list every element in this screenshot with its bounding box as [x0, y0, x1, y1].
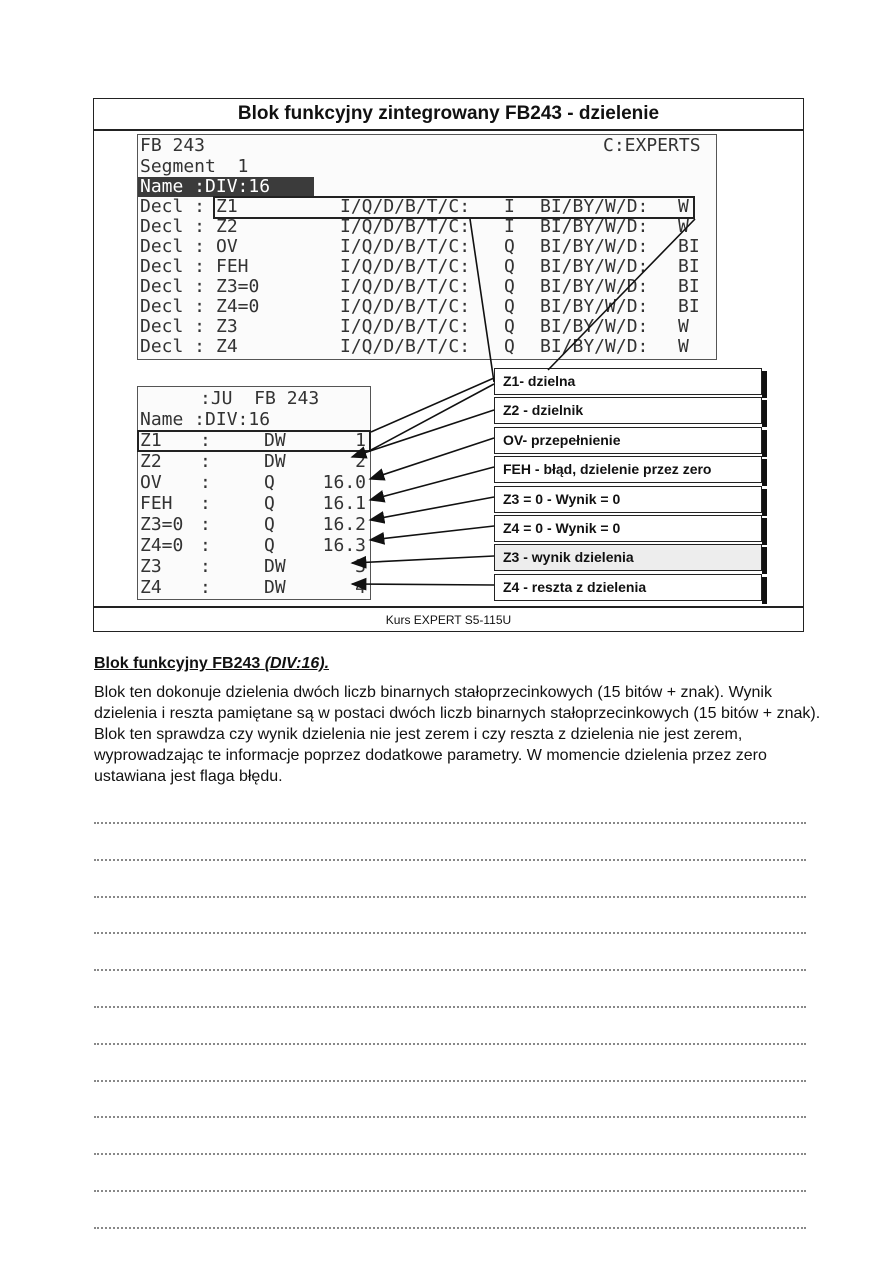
param-value: 4: [355, 577, 366, 598]
param-type: DW: [264, 577, 286, 598]
figure-caption: Kurs EXPERT S5-115U: [385, 613, 512, 627]
param-name: OV: [140, 472, 162, 493]
param-name: Z1: [140, 430, 162, 451]
param-value: 16.1: [322, 493, 366, 514]
param-type: DW: [264, 556, 286, 577]
fb-number: FB 243: [140, 135, 206, 156]
connector-line: [371, 384, 494, 450]
decl-type-value: Q: [504, 236, 515, 257]
note-line: [94, 1153, 806, 1156]
caption-divider: [93, 606, 804, 608]
parameter-label: Z4 - reszta z dzielenia: [494, 574, 762, 601]
decl-keyword: Decl :: [140, 236, 206, 257]
decl-type-value: Q: [504, 276, 515, 297]
note-line: [94, 1080, 806, 1083]
arrow-z4: [352, 584, 494, 585]
note-line: [94, 1227, 806, 1230]
decl-format-header: BI/BY/W/D:: [540, 216, 649, 237]
param-name: Z3=0: [140, 514, 184, 535]
decl-type-value: I: [504, 196, 515, 217]
decl-format-value: W: [678, 216, 689, 237]
decl-format-value: W: [678, 196, 689, 217]
param-name: FEH: [140, 493, 173, 514]
param-name: Z4: [140, 577, 162, 598]
decl-format-header: BI/BY/W/D:: [540, 276, 649, 297]
connector-line: [548, 216, 695, 370]
param-type: Q: [264, 514, 275, 535]
call-name-line: Name :DIV:16: [140, 409, 271, 430]
param-type: Q: [264, 472, 275, 493]
decl-type-value: Q: [504, 316, 515, 337]
param-type: Q: [264, 535, 275, 556]
decl-type-header: I/Q/D/B/T/C:: [340, 276, 471, 297]
decl-type-value: Q: [504, 296, 515, 317]
decl-keyword: Decl :: [140, 276, 206, 297]
param-colon: :: [200, 430, 211, 451]
decl-type-header: I/Q/D/B/T/C:: [340, 296, 471, 317]
decl-type-value: Q: [504, 256, 515, 277]
decl-param-name: Z1: [216, 196, 238, 217]
param-type: DW: [264, 430, 286, 451]
param-value: 16.2: [322, 514, 366, 535]
note-line: [94, 859, 806, 862]
arrow-feh: [370, 467, 494, 500]
decl-param-name: FEH: [216, 256, 249, 277]
decl-format-header: BI/BY/W/D:: [540, 196, 649, 217]
note-line: [94, 1190, 806, 1193]
note-line: [94, 896, 806, 899]
decl-format-value: BI: [678, 236, 700, 257]
parameter-label: OV- przepełnienie: [494, 427, 762, 454]
param-type: Q: [264, 493, 275, 514]
parameter-label: Z4 = 0 - Wynik = 0: [494, 515, 762, 542]
call-line: :JU FB 243: [200, 388, 320, 409]
decl-format-value: BI: [678, 296, 700, 317]
param-colon: :: [200, 556, 211, 577]
figure-title: Blok funkcyjny zintegrowany FB243 - dzielenie: [237, 103, 660, 124]
decl-type-value: I: [504, 216, 515, 237]
decl-keyword: Decl :: [140, 196, 206, 217]
decl-type-value: Q: [504, 336, 515, 357]
param-name: Z3: [140, 556, 162, 577]
decl-format-header: BI/BY/W/D:: [540, 316, 649, 337]
param-colon: :: [200, 577, 211, 598]
decl-type-header: I/Q/D/B/T/C:: [340, 236, 471, 257]
section-paragraph: Blok ten dokonuje dzielenia dwóch liczb binarnych stałoprzecinkowych (15 bitów + znak). Wynik dzielenia i reszta pamiętane są w postaci dwóch liczb binarnych stałoprzecinkowych (15 bitów + znak). Blok ten sprawdza czy wynik dzielenia nie jest zerem i czy reszta z dzielenia nie jest zerem, wyprowadzając te informacje poprzez dodatkowe parametry. W momencie dzielenia przez zero ustawiana jest flaga błędu.: [94, 684, 821, 785]
arrow-z4-zero: [370, 526, 494, 540]
parameter-label: Z3 - wynik dzielenia: [494, 544, 762, 571]
param-colon: :: [200, 451, 211, 472]
arrow-z3-zero: [370, 497, 494, 520]
arrow-z3: [352, 556, 494, 563]
decl-param-name: Z3=0: [216, 276, 260, 297]
decl-keyword: Decl :: [140, 316, 206, 337]
parameter-label: Z3 = 0 - Wynik = 0: [494, 486, 762, 513]
decl-format-header: BI/BY/W/D:: [540, 256, 649, 277]
param-value: 3: [355, 556, 366, 577]
decl-type-header: I/Q/D/B/T/C:: [340, 316, 471, 337]
decl-type-header: I/Q/D/B/T/C:: [340, 256, 471, 277]
decl-type-header: I/Q/D/B/T/C:: [340, 196, 471, 217]
decl-param-name: OV: [216, 236, 238, 257]
mode-indicator: C:EXPERTS: [603, 135, 701, 156]
param-colon: :: [200, 535, 211, 556]
parameter-label: FEH - błąd, dzielenie przez zero: [494, 456, 762, 483]
decl-format-value: BI: [678, 276, 700, 297]
connector-line: [371, 378, 494, 432]
name-line: Name :DIV:16: [140, 176, 271, 197]
decl-type-header: I/Q/D/B/T/C:: [340, 336, 471, 357]
connector-line: [470, 219, 494, 382]
decl-format-value: W: [678, 336, 689, 357]
note-line: [94, 1006, 806, 1009]
parameter-label: Z1- dzielna: [494, 368, 762, 395]
note-line: [94, 969, 806, 972]
param-value: 16.3: [322, 535, 366, 556]
decl-format-value: W: [678, 316, 689, 337]
arrow-z2: [352, 410, 494, 457]
param-colon: :: [200, 472, 211, 493]
decl-keyword: Decl :: [140, 256, 206, 277]
param-type: DW: [264, 451, 286, 472]
param-colon: :: [200, 514, 211, 535]
section-heading: Blok funkcyjny FB243 (DIV:16).: [94, 655, 330, 672]
decl-param-name: Z4: [216, 336, 238, 357]
param-name: Z2: [140, 451, 162, 472]
decl-param-name: Z3: [216, 316, 238, 337]
decl-format-header: BI/BY/W/D:: [540, 236, 649, 257]
decl-keyword: Decl :: [140, 296, 206, 317]
note-line: [94, 1043, 806, 1046]
decl-param-name: Z2: [216, 216, 238, 237]
decl-keyword: Decl :: [140, 216, 206, 237]
param-colon: :: [200, 493, 211, 514]
parameter-label: Z2 - dzielnik: [494, 397, 762, 424]
param-value: 16.0: [322, 472, 366, 493]
decl-param-name: Z4=0: [216, 296, 260, 317]
decl-format-header: BI/BY/W/D:: [540, 296, 649, 317]
param-name: Z4=0: [140, 535, 184, 556]
decl-format-header: BI/BY/W/D:: [540, 336, 649, 357]
decl-type-header: I/Q/D/B/T/C:: [340, 216, 471, 237]
note-line: [94, 822, 806, 825]
decl-format-value: BI: [678, 256, 700, 277]
param-value: 2: [355, 451, 366, 472]
note-line: [94, 932, 806, 935]
segment-line: Segment 1: [140, 156, 249, 177]
note-line: [94, 1116, 806, 1119]
param-value: 1: [355, 430, 366, 451]
decl-keyword: Decl :: [140, 336, 206, 357]
